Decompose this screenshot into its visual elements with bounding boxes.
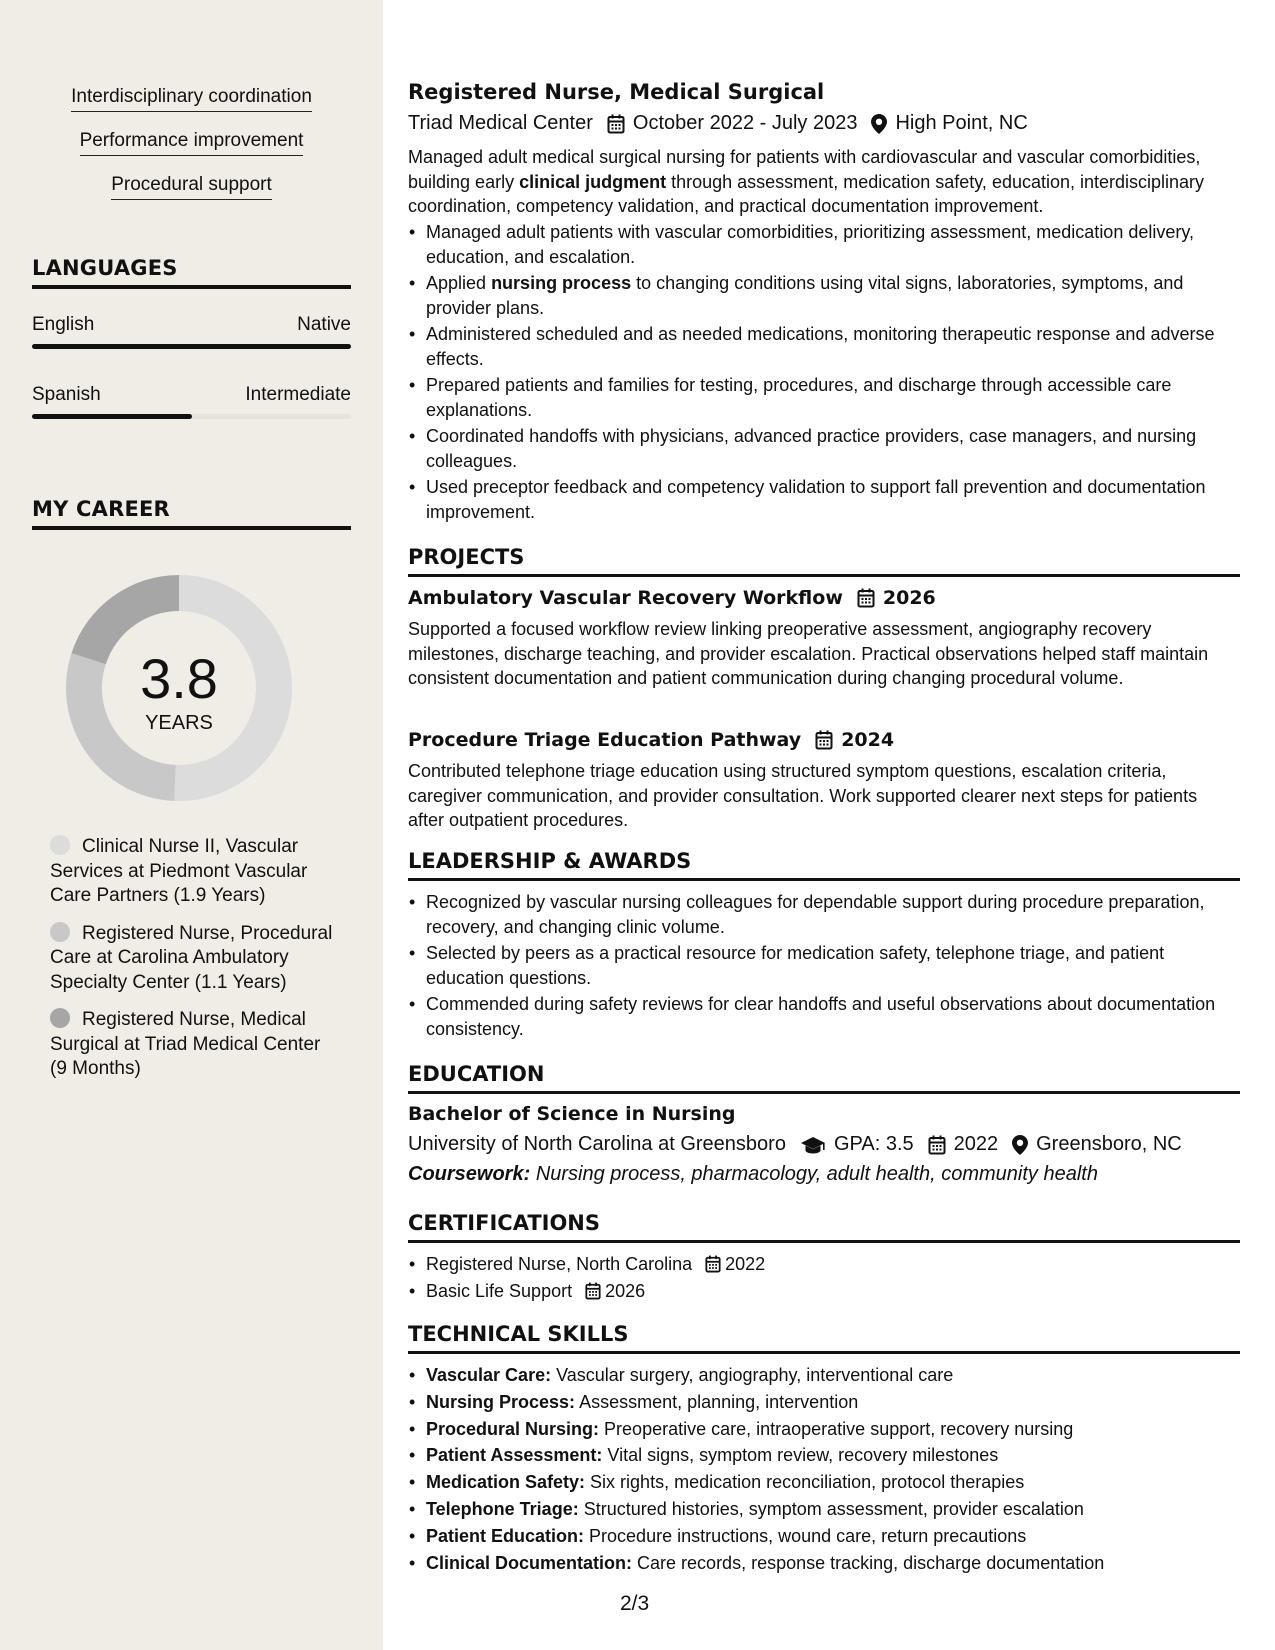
career-legend-text: Clinical Nurse II, Vascular Services at Piedmont Vascular Care Partners (1.9 Years) [50, 836, 308, 906]
certification-name: Basic Life Support [426, 1281, 573, 1301]
career-legend-text: Registered Nurse, Medical Surgical at Triad Medical Center (9 Months) [50, 1009, 321, 1079]
certifications-list [408, 1252, 1238, 1306]
skill-tags [0, 86, 383, 218]
calendar-icon [705, 1255, 721, 1273]
list-item: • Patient Assessment: Vital signs, symptom review, recovery milestones [408, 1443, 1238, 1468]
language-proficiency-bar [32, 414, 351, 419]
calendar-icon [815, 730, 833, 750]
graduation-year: 2022 [953, 1133, 999, 1155]
list-item: • Selected by peers as a practical resource for medication safety, telephone triage, and patient education questions. [408, 941, 1238, 990]
location-pin-icon [871, 114, 887, 134]
job-meta [408, 112, 1028, 135]
leadership-heading: LEADERSHIP & AWARDS [408, 849, 1240, 881]
calendar-icon [857, 588, 875, 608]
list-item [408, 1279, 1238, 1304]
location-pin-icon [1012, 1135, 1028, 1155]
language-name: Spanish [32, 384, 101, 405]
list-item: • Nursing Process: Assessment, planning, intervention [408, 1390, 1238, 1415]
technical-skills-heading: TECHNICAL SKILLS [408, 1322, 1240, 1354]
legend-dot-icon [50, 1008, 70, 1028]
employer: Triad Medical Center [408, 112, 593, 134]
list-item: • Applied nursing process to changing conditions using vital signs, laboratories, symptoms, and provider plans. [408, 271, 1238, 320]
calendar-icon [607, 114, 625, 134]
language-level: Native [297, 314, 351, 335]
skill-tag: Procedural support [111, 174, 272, 200]
coursework-list: Nursing process, pharmacology, adult health, community health [535, 1163, 1098, 1185]
project-title: Procedure Triage Education Pathway [408, 729, 802, 751]
list-item: • Managed adult patients with vascular comorbidities, prioritizing assessment, medication delivery, education, and escalation. [408, 220, 1238, 269]
language-level: Intermediate [245, 384, 351, 405]
list-item: • Used preceptor feedback and competency validation to support fall prevention and documentation improvement. [408, 475, 1238, 524]
career-legend-item [50, 922, 335, 996]
projects-heading: PROJECTS [408, 545, 1240, 577]
project-year: 2026 [882, 587, 936, 609]
job-location: High Point, NC [895, 112, 1028, 134]
list-item: • Commended during safety reviews for clear handoffs and useful observations about documentation consistency. [408, 992, 1238, 1041]
graduation-cap-icon [800, 1135, 826, 1155]
job-title: Registered Nurse, Medical Surgical [408, 80, 825, 104]
certifications-heading: CERTIFICATIONS [408, 1211, 1240, 1243]
career-legend-text: Registered Nurse, Procedural Care at Carolina Ambulatory Specialty Center (1.1 Years) [50, 922, 333, 993]
page-number: 2/3 [620, 1592, 650, 1615]
career-donut-chart [66, 575, 292, 801]
language-row [32, 384, 351, 406]
skill-tag: Interdisciplinary coordination [71, 86, 312, 112]
language-proficiency-fill [32, 344, 351, 349]
education-meta [408, 1133, 1182, 1156]
career-heading: MY CAREER [32, 497, 351, 530]
coursework [408, 1163, 1098, 1186]
list-item: • Recognized by vascular nursing colleagues for dependable support during procedure preparation, recovery, and changing clinic volume. [408, 890, 1238, 939]
career-total-unit: YEARS [145, 712, 213, 734]
certification-name: Registered Nurse, North Carolina [426, 1254, 693, 1274]
skill-tag: Performance improvement [80, 130, 304, 156]
list-item: • Patient Education: Procedure instructions, wound care, return precautions [408, 1524, 1238, 1549]
language-row [32, 314, 351, 336]
career-total-years: 3.8 [140, 647, 218, 710]
project-description: Contributed telephone triage education using structured symptom questions, escalation criteria, caregiver communication, and provider consultation. Work supported clearer next steps for patients after outpatient procedures. [408, 761, 1198, 830]
language-proficiency-bar [32, 344, 351, 349]
sidebar [0, 0, 383, 1650]
list-item: • Clinical Documentation: Care records, response tracking, discharge documentation [408, 1551, 1238, 1576]
list-item: • Telephone Triage: Structured histories, symptom assessment, provider escalation [408, 1497, 1238, 1522]
language-name: English [32, 314, 95, 335]
degree-title: Bachelor of Science in Nursing [408, 1103, 736, 1125]
career-legend-item [50, 835, 335, 909]
school-location: Greensboro, NC [1036, 1133, 1182, 1155]
project-year: 2024 [841, 729, 895, 751]
main-content [408, 0, 1240, 1650]
list-item: • Prepared patients and families for testing, procedures, and discharge through accessible care explanations. [408, 373, 1238, 422]
certification-year: 2026 [605, 1281, 646, 1301]
languages-heading: LANGUAGES [32, 256, 351, 289]
gpa: GPA: 3.5 [833, 1133, 914, 1155]
coursework-label: Coursework: [408, 1163, 531, 1185]
legend-dot-icon [50, 835, 70, 855]
list-item [408, 1252, 1238, 1277]
career-donut-center [66, 575, 292, 801]
list-item: • Vascular Care: Vascular surgery, angiography, interventional care [408, 1363, 1238, 1388]
calendar-icon [928, 1135, 946, 1155]
project-title: Ambulatory Vascular Recovery Workflow [408, 587, 843, 609]
list-item: • Administered scheduled and as needed medications, monitoring therapeutic response and adverse effects. [408, 322, 1238, 371]
project-title-row [408, 729, 894, 751]
certification-year: 2022 [725, 1254, 766, 1274]
summary-keyword: clinical judgment [519, 171, 667, 192]
calendar-icon [585, 1282, 601, 1300]
job-dates: October 2022 - July 2023 [632, 112, 858, 134]
legend-dot-icon [50, 922, 70, 942]
job-summary: Managed adult medical surgical nursing for patients with cardiovascular and vascular comorbidities, building early clinical judgment through assessment, medication safety, education, interdisciplinary coordination, competency validation, and practical documentation improvement. [408, 147, 1205, 216]
project-description: Supported a focused workflow review linking preoperative assessment, angiography recovery milestones, discharge teaching, and provider escalation. Practical observations helped staff maintain consistent documentation and patient communication during changing procedural volume. [408, 619, 1209, 688]
school-name: University of North Carolina at Greensboro [408, 1133, 786, 1155]
list-item: • Coordinated handoffs with physicians, advanced practice providers, case managers, and nursing colleagues. [408, 424, 1238, 473]
list-item: • Procedural Nursing: Preoperative care, intraoperative support, recovery nursing [408, 1417, 1238, 1442]
project-title-row [408, 587, 936, 609]
job-bullets [408, 220, 1238, 526]
leadership-list [408, 890, 1238, 1043]
career-legend [50, 835, 335, 1095]
education-heading: EDUCATION [408, 1062, 1240, 1094]
technical-skills-list [408, 1363, 1238, 1577]
language-proficiency-fill [32, 414, 192, 419]
list-item: • Medication Safety: Six rights, medication reconciliation, protocol therapies [408, 1470, 1238, 1495]
career-legend-item [50, 1008, 335, 1082]
